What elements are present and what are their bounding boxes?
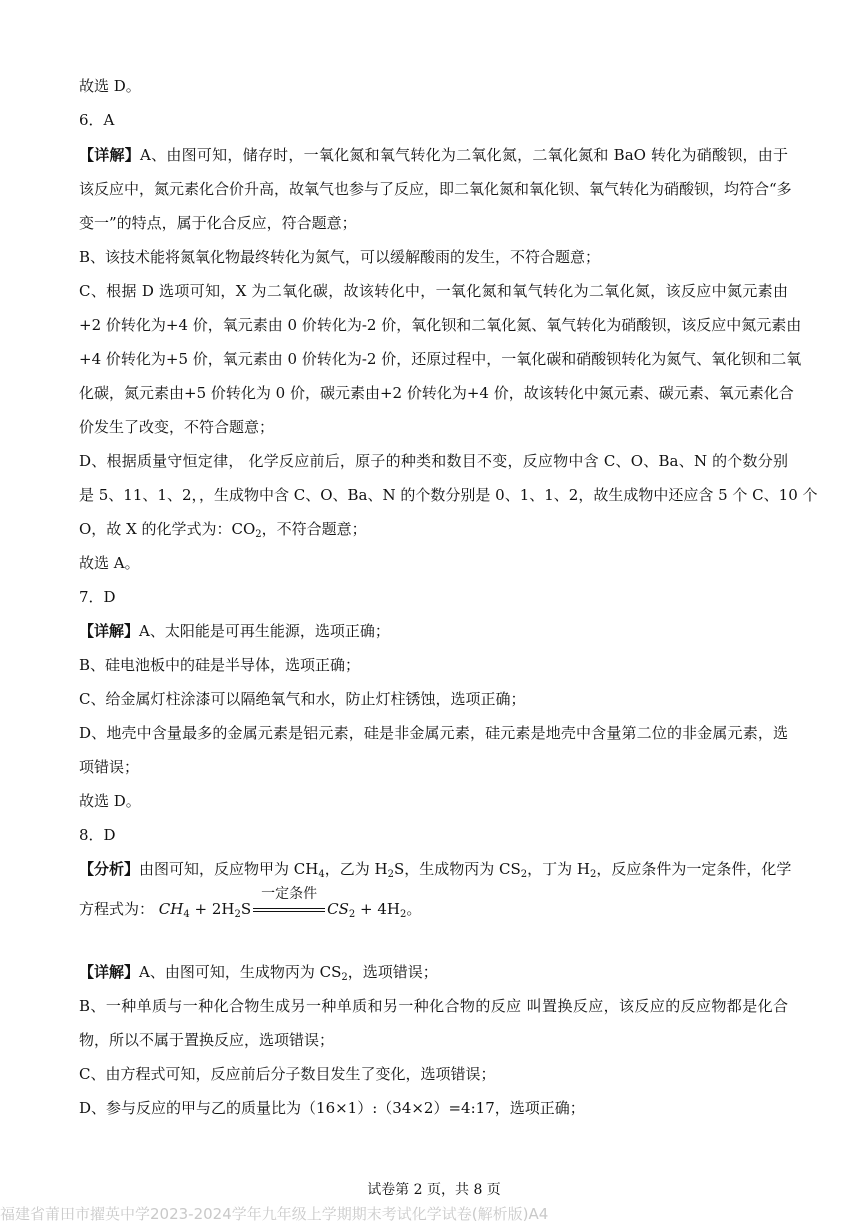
subscript: 2 [341, 972, 348, 983]
section-tag: 【详解】 [79, 146, 141, 164]
text-line: C、给金属灯柱涂漆可以隔绝氧气和水，防止灯柱锈蚀，选项正确； [79, 690, 526, 708]
text-span: A、由图可知，储存时，一氧化氮和氧气转化为二氧化氮，二氧化氮和 BaO 转化为硝酸钡，由于 [140, 146, 788, 164]
text-span: A、由图可知，生成物丙为 CS [139, 963, 342, 981]
text-line: 故选 D。 [79, 792, 141, 810]
text-line [79, 859, 792, 880]
text-line: B、一种单质与一种化合物生成另一种单质和另一种化合物的反应 叫置换反应，该反应的反应物都是化合 [79, 997, 788, 1015]
answer-number: 6．A [79, 111, 115, 129]
answer-number: 7．D [79, 588, 116, 606]
section-tag: 【详解】 [79, 622, 140, 640]
text-span: S [240, 900, 252, 918]
chemical-equation [79, 886, 422, 938]
subscript: 2 [590, 869, 597, 880]
text-span: ，丁为 H [527, 860, 590, 878]
section-tag: 【分析】 [79, 860, 140, 878]
text-line [79, 519, 788, 539]
text-line: 项错误； [79, 758, 140, 776]
text-line: B、该技术能将氮氧化物最终转化为氮气，可以缓解酸雨的发生，不符合题意； [79, 248, 601, 266]
text-line: 物，所以不属于置换反应，选项错误； [79, 1031, 335, 1049]
formula-ch4: CH [158, 900, 184, 918]
text-line: +2 价转化为+4 价，氧元素由 0 价转化为-2 价，氧化钡和二氧化氮、氧气转化为硝酸钡，该反应中氮元素由 [79, 316, 802, 334]
text-line: C、由方程式可知，反应前后分子数目发生了变化，选项错误； [79, 1065, 496, 1083]
text-line: D、参与反应的甲与乙的质量比为（16×1）:（34×2）=4:17，选项正确； [79, 1099, 585, 1117]
subscript: 2 [348, 909, 356, 920]
text-span: ，乙为 H [324, 860, 388, 878]
subscript: 2 [400, 909, 407, 920]
text-line: 是 5、11、1、2，，生成物中含 C、O、Ba、N 的个数分别是 0、1、1、2，故生成物中还应含 5 个 C、10 个 [79, 486, 818, 504]
text-line [79, 145, 788, 165]
text-line: 故选 A。 [79, 554, 140, 572]
text-line: C、根据 D 选项可知，X 为二氧化碳，故该转化中，一氧化氮和氧气转化为二氧化氮，该反应中氮元素由 [79, 282, 788, 300]
formula-cs2: CS [327, 900, 349, 918]
text-span: S，生成物丙为 CS [393, 860, 521, 878]
text-span: A、太阳能是可再生能源，选项正确； [139, 622, 390, 640]
text-span: + 2H [189, 900, 235, 918]
reaction-condition: 一定条件 [261, 886, 318, 902]
subscript: 4 [318, 869, 325, 880]
subscript: 2 [234, 909, 241, 920]
text-span: + 4H [355, 900, 400, 918]
text-span: 。 [406, 900, 422, 918]
subscript: 2 [387, 869, 394, 880]
page-footer: 试卷第 2 页，共 8 页 [367, 1182, 501, 1198]
text-span: ，反应条件为一定条件，化学 [596, 860, 792, 878]
text-line: 价发生了改变，不符合题意； [79, 418, 275, 436]
text-line: 化碳，氮元素由+5 价转化为 0 价，碳元素由+2 价转化为+4 价，故该转化中氮元素、碳元素、氧元素化合 [79, 384, 794, 402]
text-span: 方程式为： [79, 900, 155, 918]
text-line: 故选 D。 [79, 77, 141, 95]
text-line [79, 962, 788, 982]
subscript: 2 [520, 869, 528, 880]
text-span: O，故 X 的化学式为：CO [79, 520, 256, 538]
text-span: ，选项错误； [347, 963, 438, 981]
answer-number: 8．D [79, 826, 116, 844]
text-line: D、根据质量守恒定律， 化学反应前后，原子的种类和数目不变，反应物中含 C、O、Ba、N 的个数分别 [79, 452, 788, 470]
text-line: 变一”的特点，属于化合反应，符合题意； [79, 214, 357, 232]
text-line: 该反应中，氮元素化合价升高，故氧气也参与了反应，即二氧化氮和氧化钡、氧气转化为硝酸钡，均符合“多 [79, 180, 792, 198]
text-line: +4 价转化为+5 价，氧元素由 0 价转化为-2 价，还原过程中，一氧化碳和硝酸钡转化为氮气、氧化钡和二氧 [79, 350, 802, 368]
subscript: 4 [183, 909, 190, 920]
text-line [79, 621, 788, 641]
section-tag: 【详解】 [79, 963, 140, 981]
reaction-arrow [251, 886, 327, 918]
text-span: ，不符合题意； [261, 520, 367, 538]
text-line: B、硅电池板中的硅是半导体，选项正确； [79, 656, 361, 674]
watermark: 福建省莆田市擢英中学2023-2024学年九年级上学期期末考试化学试卷(解析版)A4 [0, 1205, 549, 1223]
double-line [253, 908, 325, 912]
text-line: D、地壳中含量最多的金属元素是铝元素，硅是非金属元素，硅元素是地壳中含量第二位的非金属元素，选 [79, 724, 788, 742]
subscript: 2 [255, 529, 262, 540]
text-span: 由图可知，反应物甲为 CH [139, 860, 319, 878]
